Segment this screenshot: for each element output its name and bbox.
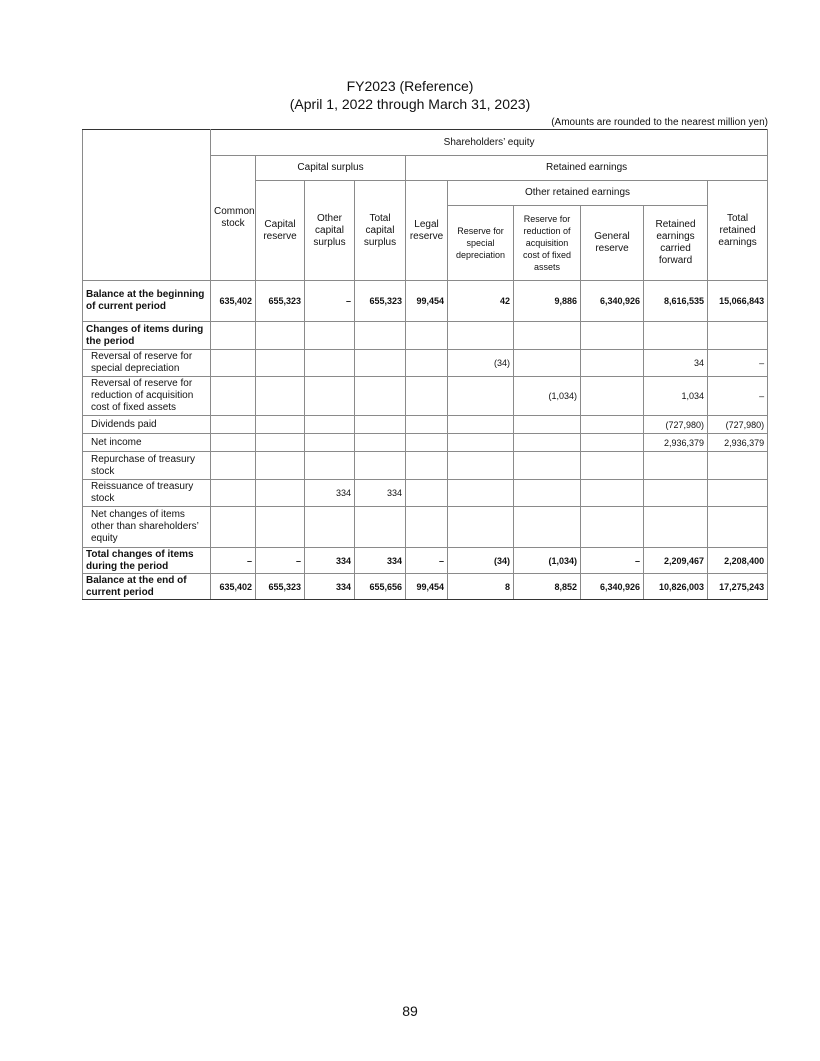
cell-value: 655,656 — [355, 574, 406, 600]
header-retained-earnings: Retained earnings — [406, 156, 768, 181]
header-total-retained-earnings: Total retained earnings — [708, 181, 768, 281]
cell-value: (1,034) — [514, 548, 581, 574]
cell-value — [514, 507, 581, 548]
cell-value — [256, 480, 305, 507]
cell-value: – — [406, 548, 448, 574]
cell-value: 655,323 — [355, 281, 406, 322]
cell-value: – — [211, 548, 256, 574]
cell-value — [211, 434, 256, 452]
cell-value — [211, 480, 256, 507]
cell-value — [448, 452, 514, 480]
cell-value: 334 — [355, 548, 406, 574]
cell-value: – — [708, 350, 768, 377]
cell-value — [448, 416, 514, 434]
cell-value — [355, 452, 406, 480]
cell-value — [211, 350, 256, 377]
cell-value: 655,323 — [256, 281, 305, 322]
cell-value — [644, 452, 708, 480]
cell-value — [514, 350, 581, 377]
cell-value: 2,208,400 — [708, 548, 768, 574]
row-label: Net income — [83, 434, 211, 452]
cell-value — [305, 350, 355, 377]
header-capital-surplus: Capital surplus — [256, 156, 406, 181]
cell-value: 34 — [644, 350, 708, 377]
cell-value: – — [256, 548, 305, 574]
cell-value — [448, 377, 514, 416]
cell-value — [406, 416, 448, 434]
row-label: Repurchase of treasury stock — [83, 452, 211, 480]
cell-value: (727,980) — [708, 416, 768, 434]
header-retained-earnings-forward: Retained earnings carried forward — [644, 206, 708, 281]
cell-value: 99,454 — [406, 574, 448, 600]
cell-value: – — [708, 377, 768, 416]
cell-value — [406, 507, 448, 548]
cell-value — [256, 507, 305, 548]
cell-value — [448, 434, 514, 452]
cell-value — [514, 480, 581, 507]
cell-value — [448, 322, 514, 350]
cell-value: 6,340,926 — [581, 281, 644, 322]
cell-value: 635,402 — [211, 281, 256, 322]
cell-value — [211, 322, 256, 350]
cell-value — [708, 452, 768, 480]
row-label: Net changes of items other than shareholders’ equity — [83, 507, 211, 548]
cell-value — [644, 322, 708, 350]
header-stub — [83, 130, 211, 281]
header-other-retained-earnings: Other retained earnings — [448, 181, 708, 206]
cell-value — [406, 434, 448, 452]
table-row — [83, 507, 768, 548]
row-label: Reversal of reserve for special depreciation — [83, 350, 211, 377]
cell-value — [448, 507, 514, 548]
cell-value: 655,323 — [256, 574, 305, 600]
header-total-capital-surplus: Total capital surplus — [355, 181, 406, 281]
cell-value — [406, 480, 448, 507]
cell-value — [708, 480, 768, 507]
header-legal-reserve: Legal reserve — [406, 181, 448, 281]
header-reserve-reduction-acquisition: Reserve for reduction of acquisition cost of fixed assets — [514, 206, 581, 281]
header-reserve-special-depreciation: Reserve for special depreciation — [448, 206, 514, 281]
row-label: Balance at the beginning of current period — [83, 281, 211, 322]
cell-value: 334 — [355, 480, 406, 507]
cell-value: 8,616,535 — [644, 281, 708, 322]
cell-value — [581, 322, 644, 350]
cell-value — [581, 507, 644, 548]
cell-value: – — [581, 548, 644, 574]
cell-value — [448, 480, 514, 507]
cell-value — [305, 377, 355, 416]
cell-value — [211, 507, 256, 548]
header-capital-reserve: Capital reserve — [256, 181, 305, 281]
row-label: Total changes of items during the period — [83, 548, 211, 574]
cell-value — [406, 322, 448, 350]
row-label: Reversal of reserve for reduction of acquisition cost of fixed assets — [83, 377, 211, 416]
page-number: 89 — [402, 1003, 418, 1019]
table-row — [83, 434, 768, 452]
cell-value: 1,034 — [644, 377, 708, 416]
cell-value — [581, 452, 644, 480]
cell-value — [305, 416, 355, 434]
cell-value — [355, 416, 406, 434]
cell-value — [211, 377, 256, 416]
cell-value — [581, 350, 644, 377]
cell-value — [211, 416, 256, 434]
row-label: Changes of items during the period — [83, 322, 211, 350]
cell-value — [256, 350, 305, 377]
cell-value — [581, 480, 644, 507]
cell-value: (1,034) — [514, 377, 581, 416]
table-row — [83, 416, 768, 434]
cell-value — [406, 452, 448, 480]
cell-value — [211, 452, 256, 480]
table-row — [83, 281, 768, 322]
cell-value — [514, 434, 581, 452]
cell-value: 17,275,243 — [708, 574, 768, 600]
table-row — [83, 322, 768, 350]
report-title: FY2023 (Reference) — [346, 78, 474, 94]
cell-value — [581, 416, 644, 434]
cell-value: 635,402 — [211, 574, 256, 600]
cell-value: (34) — [448, 548, 514, 574]
table-row — [83, 350, 768, 377]
cell-value: 2,209,467 — [644, 548, 708, 574]
cell-value — [256, 452, 305, 480]
header-other-capital-surplus: Other capital surplus — [305, 181, 355, 281]
table-row — [83, 377, 768, 416]
cell-value — [256, 322, 305, 350]
row-label: Balance at the end of current period — [83, 574, 211, 600]
cell-value: 8,852 — [514, 574, 581, 600]
cell-value — [406, 350, 448, 377]
cell-value — [406, 377, 448, 416]
row-label: Dividends paid — [83, 416, 211, 434]
row-label: Reissuance of treasury stock — [83, 480, 211, 507]
cell-value — [256, 377, 305, 416]
table-row — [83, 548, 768, 574]
cell-value: 334 — [305, 548, 355, 574]
cell-value: 8 — [448, 574, 514, 600]
rounding-note: (Amounts are rounded to the nearest million yen) — [551, 117, 768, 128]
cell-value: 6,340,926 — [581, 574, 644, 600]
cell-value: 334 — [305, 480, 355, 507]
cell-value: – — [305, 281, 355, 322]
cell-value — [305, 507, 355, 548]
cell-value — [644, 507, 708, 548]
cell-value — [355, 322, 406, 350]
table-row — [83, 480, 768, 507]
report-period: (April 1, 2022 through March 31, 2023) — [289, 96, 531, 112]
cell-value: 9,886 — [514, 281, 581, 322]
cell-value — [355, 350, 406, 377]
cell-value: 42 — [448, 281, 514, 322]
cell-value — [355, 507, 406, 548]
cell-value — [514, 416, 581, 434]
cell-value — [514, 322, 581, 350]
cell-value — [355, 434, 406, 452]
cell-value: 334 — [305, 574, 355, 600]
cell-value — [708, 322, 768, 350]
cell-value: 15,066,843 — [708, 281, 768, 322]
header-general-reserve: General reserve — [581, 206, 644, 281]
cell-value — [256, 434, 305, 452]
statement-table — [82, 129, 768, 600]
table-row — [83, 452, 768, 480]
cell-value: 2,936,379 — [708, 434, 768, 452]
cell-value: (727,980) — [644, 416, 708, 434]
cell-value — [581, 434, 644, 452]
cell-value — [305, 322, 355, 350]
header-common-stock: Common stock — [211, 156, 256, 281]
cell-value — [355, 377, 406, 416]
cell-value — [514, 452, 581, 480]
header-shareholders-equity: Shareholders’ equity — [211, 130, 768, 156]
cell-value: 10,826,003 — [644, 574, 708, 600]
cell-value: 2,936,379 — [644, 434, 708, 452]
cell-value — [256, 416, 305, 434]
cell-value — [581, 377, 644, 416]
cell-value: 99,454 — [406, 281, 448, 322]
cell-value: (34) — [448, 350, 514, 377]
cell-value — [708, 507, 768, 548]
cell-value — [305, 434, 355, 452]
table-row — [83, 574, 768, 600]
cell-value — [305, 452, 355, 480]
cell-value — [644, 480, 708, 507]
